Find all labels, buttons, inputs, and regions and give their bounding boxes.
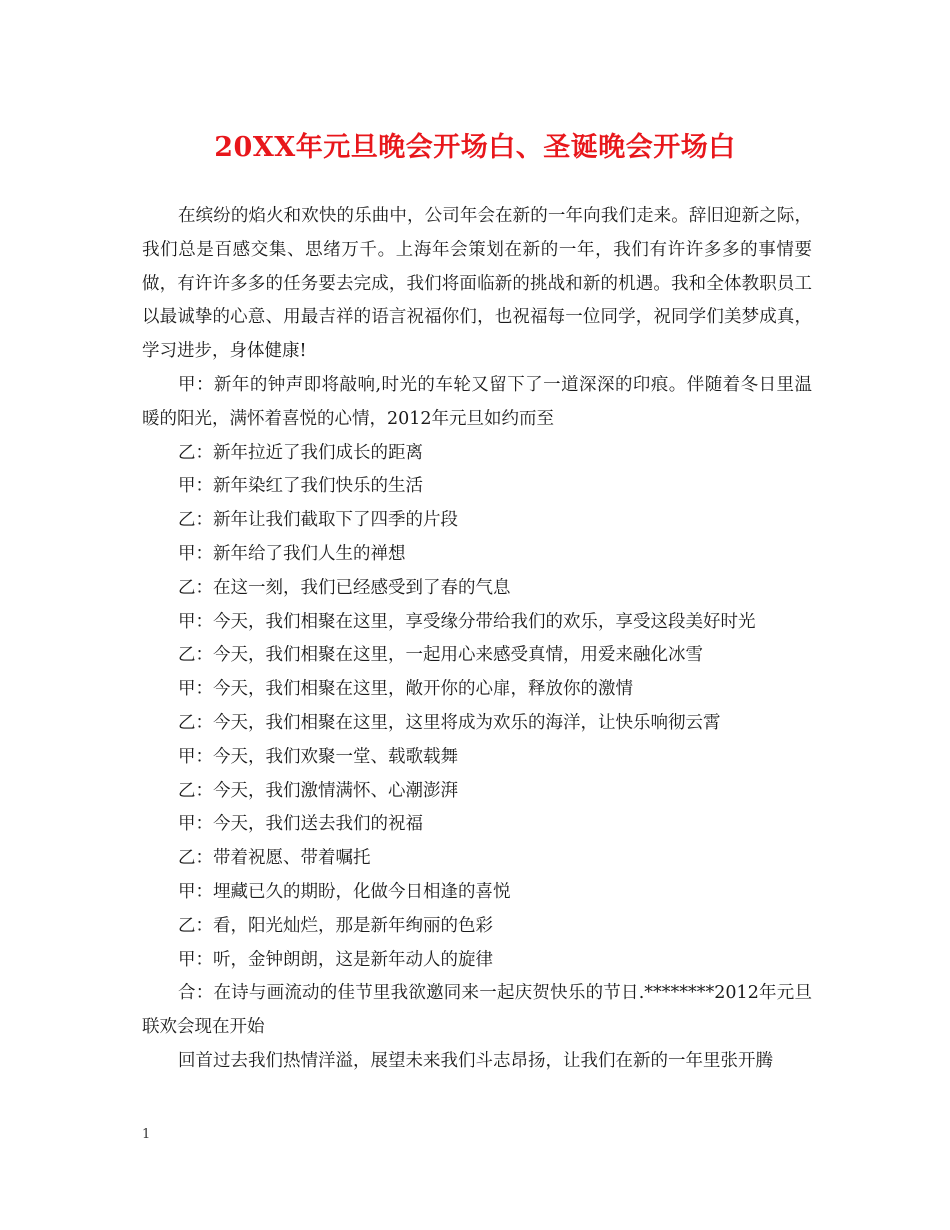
document-title: 20XX年元旦晚会开场白、圣诞晚会开场白 <box>214 132 736 163</box>
dialogue-line: 乙：今天，我们相聚在这里，一起用心来感受真情，用爱来融化冰雪 <box>178 645 703 666</box>
dialogue-line: 乙：在这一刻，我们已经感受到了春的气息 <box>178 577 511 598</box>
document-body <box>142 200 812 1079</box>
dialogue-line: 乙：新年拉近了我们成长的距离 <box>178 442 423 463</box>
dialogue-line: 甲：新年染红了我们快乐的生活 <box>178 476 423 497</box>
dialogue-line: 乙：带着祝愿、带着嘱托 <box>178 848 371 869</box>
page-number: 1 <box>142 1127 151 1142</box>
dialogue-line: 甲：今天，我们相聚在这里，享受缘分带给我们的欢乐，享受这段美好时光 <box>178 611 756 632</box>
dialogue-line: 甲：埋藏已久的期盼，化做今日相逢的喜悦 <box>178 881 511 902</box>
dialogue-line: 合：在诗与画流动的佳节里我欲邀同来一起庆贺快乐的节日.********2012年元旦联欢会现在开始 <box>142 983 812 1038</box>
dialogue-line: 乙：今天，我们激情满怀、心潮澎湃 <box>178 780 458 801</box>
dialogue-line: 甲：今天，我们送去我们的祝福 <box>178 814 423 835</box>
dialogue-line: 乙：看，阳光灿烂，那是新年绚丽的色彩 <box>178 915 493 936</box>
dialogue-line: 甲：新年给了我们人生的禅想 <box>178 543 406 564</box>
paragraph: 回首过去我们热情洋溢，展望未来我们斗志昂扬，让我们在新的一年里张开腾 <box>178 1050 773 1071</box>
dialogue-line: 甲：今天，我们相聚在这里，敞开你的心扉，释放你的激情 <box>178 679 633 700</box>
dialogue-line: 甲：今天，我们欢聚一堂、载歌载舞 <box>178 746 458 767</box>
dialogue-line: 乙：新年让我们截取下了四季的片段 <box>178 510 458 531</box>
paragraph: 在缤纷的焰火和欢快的乐曲中，公司年会在新的一年向我们走来。辞旧迎新之际，我们总是百感交集、思绪万千。上海年会策划在新的一年，我们有许许多多的事情要做，有许许多多的任务要去完成，我们将面临新的挑战和新的机遇。我和全体教职员工以最诚挚的心意、用最吉祥的语言祝福你们，也祝福每一位同学，祝同学们美梦成真，学习进步，身体健康! <box>142 206 812 362</box>
paragraph: 甲：新年的钟声即将敲响,时光的车轮又留下了一道深深的印痕。伴随着冬日里温暖的阳光，满怀着喜悦的心情，2012年元旦如约而至 <box>142 374 812 429</box>
dialogue-line: 甲：听，金钟朗朗，这是新年动人的旋律 <box>178 949 493 970</box>
dialogue-line: 乙：今天，我们相聚在这里，这里将成为欢乐的海洋，让快乐响彻云霄 <box>178 712 721 733</box>
